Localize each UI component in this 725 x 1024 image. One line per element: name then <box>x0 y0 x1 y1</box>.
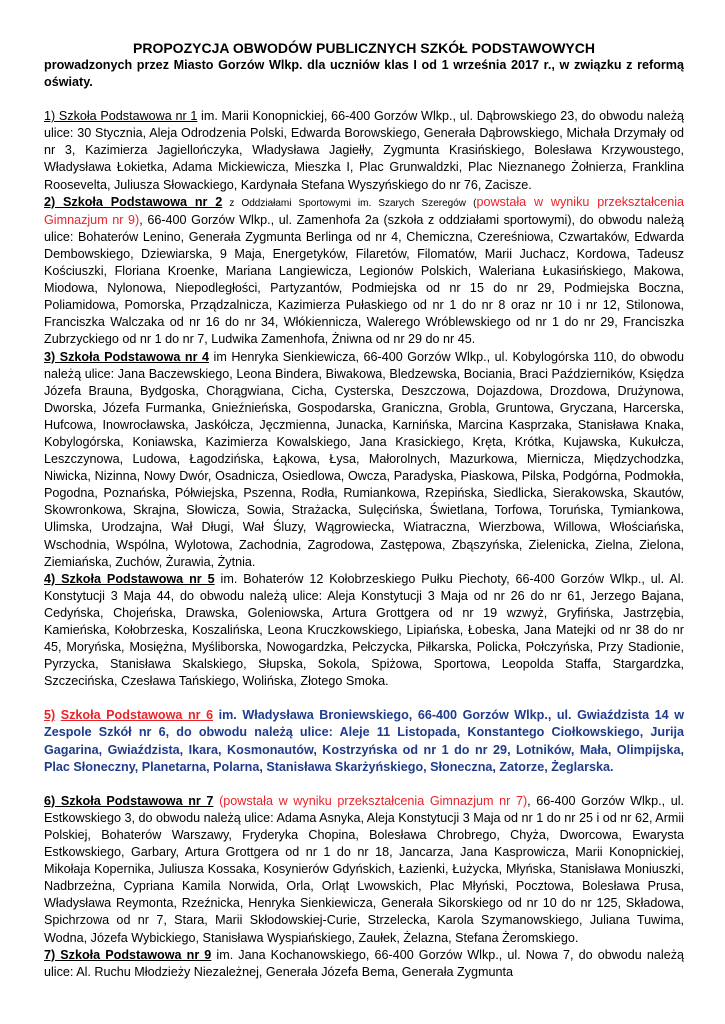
spacer <box>44 776 684 793</box>
school-2-paragraph <box>44 194 684 349</box>
school-2-patron: z Oddziałami Sportowymi im. Szarych Szeregów ( <box>222 197 477 209</box>
document-page <box>44 40 684 981</box>
school-7-text: im. Jana Kochanowskiego, 66-400 Gorzów Wlkp., ul. Nowa 7, do obwodu należą ulice: Al. Ruchu Młodzieży Niezależnej, Generała Józefa Bema, Generała Zygmunta <box>44 947 685 979</box>
school-1-heading: 1) Szkoła Podstawowa nr 1 <box>44 109 198 124</box>
school-2-text: , 66-400 Gorzów Wlkp., ul. Zamenhofa 2a (szkoła z oddziałami sportowymi), do obwodu należą ulice: Bohaterów Lenino, Generała Zygmunta Berlinga od nr 4, Chemiczna, Czereśniowa, Czwartaków, Edwarda Dembowskiego, Dziewiarska, 9 Maja, Energetyków, Filaretów, Filomatów, Marii Juchacz, Kordowa, Tadeusz Kościuszki, Floriana Kroenke, Mariana Langiewicza, Legionów Polskich, Waleriana Łukasińskiego, Makowa, Miodowa, Nylonowa, Niepodległości, Partyzantów, Podmiejska od nr 15 do nr 29, Podmiejska Boczna, Poliamidowa, Pomorska, Prządzalnicza, Kazimierza Pułaskiego od nr 1 do nr 8 oraz nr 10 i nr 12, Stilonowa, Franciszka Walczaka od nr 16 do nr 34, Włókiennicza, Walerego Wróblewskiego od nr 1 do nr 29, Franciszka Zubrzyckiego od nr 1 do nr 7, Ludwika Zamenhofa, Żniwna od nr 29 do nr 45. <box>44 212 685 347</box>
school-6-note: (powstała w wyniku przekształcenia Gimnazjum nr 7) <box>213 793 528 808</box>
document-title: PROPOZYCJA OBWODÓW PUBLICZNYCH SZKÓŁ PODSTAWOWYCH <box>133 40 595 56</box>
school-6-heading: 6) Szkoła Podstawowa nr 7 <box>44 793 214 808</box>
school-2-note: powstała w wyniku przekształcenia Gimnazjum nr 9) <box>44 194 684 227</box>
school-3-text: im Henryka Sienkiewicza, 66-400 Gorzów Wlkp., ul. Kobylogórska 110, do obwodu należą ulice: Jana Baczewskiego, Leona Bindera, Biwakowa, Bledzewska, Bociania, Braci Październików, Księdza Józefa Brauna, Bydgoska, Chorągwiana, Cicha, Cysterska, Deszczowa, Dojazdowa, Drozdowa, Drużynowa, Dworska, Józefa Furmanka, Gnieźnieńska, Gospodarska, Graniczna, Grobla, Gruntowa, Gryczana, Harcerska, Hufcowa, Inowrocławska, Jaskółcza, Jęczmienna, Junacka, Karnińska, Marcina Kasprzaka, Stanisława Knaka, Kobylogórska, Koniawska, Kazimierza Kowalskiego, Jana Krasickiego, Kręta, Krótka, Kujawska, Kukułcza, Leszczynowa, Ludowa, Łagodzińska, Łąkowa, Łysa, Małorolnych, Mazurkowa, Miernicza, Międzychodzka, Niwicka, Nizinna, Nowy Dwór, Osadnicza, Osiedlowa, Owcza, Paradyska, Piaskowa, Pilska, Podgórna, Podmokła, Pogodna, Poznańska, Półwiejska, Pszenna, Rodła, Rumiankowa, Rzepińska, Siedlicka, Sierakowska, Skautów, Skowronkowa, Skrajna, Słowicza, Sowia, Strażacka, Sulęcińska, Świetlana, Torfowa, Toruńska, Tymiankowa, Ulimska, Urodzajna, Wał Długi, Wał Śluzy, Wągrowiecka, Wiatraczna, Wierzbowa, Willowa, Włościańska, Wschodnia, Wspólna, Wylotowa, Zachodnia, Zagrodowa, Zastępowa, Zbąszyńska, Zielenicka, Zielna, Zielona, Ziemiańska, Zuchów, Żurawia, Żytnia. <box>44 349 685 569</box>
school-4-paragraph <box>44 571 684 691</box>
school-1-paragraph <box>44 108 684 193</box>
school-4-heading: 4) Szkoła Podstawowa nr 5 <box>44 571 215 586</box>
school-1-text: im. Marii Konopnickiej, 66-400 Gorzów Wlkp., ul. Dąbrowskiego 23, do obwodu należą ulice: 30 Stycznia, Aleja Odrodzenia Polski, Edwarda Borowskiego, Generała Dąbrowskiego, Michała Drzymały od nr 3, Kazimierza Jagiellończyka, Władysława Jagiełły, Zygmunta Krasińskiego, Bolesława Krzywoustego, Władysława Łokietka, Adama Mickiewicza, Mieszka I, Plac Grunwaldzki, Plac Nieznanego Żołnierza, Franklina Roosevelta, Juliusza Słowackiego, Kardynała Stefana Wyszyńskiego do nr 76, Zacisze. <box>44 109 684 192</box>
school-7-heading: 7) Szkoła Podstawowa nr 9 <box>44 947 212 962</box>
school-5-paragraph <box>44 707 684 775</box>
school-6-text: , 66-400 Gorzów Wlkp., ul. Estkowskiego 3, do obwodu należą ulice: Adama Asnyka, Aleja Konstytucji 3 Maja od nr 1 do nr 25 i od nr 62, Armii Polskiej, Bohaterów Warszawy, Fryderyka Chopina, Bolesława Chrobrego, Chyża, Dworcowa, Ewarysta Estkowskiego, Garbary, Artura Grottgera od nr 1 do nr 18, Jancarza, Jana Kasprowicza, Marii Konopnickiej, Mikołaja Kopernika, Juliusza Kossaka, Kosynierów Gdyńskich, Łazienki, Łużycka, Młyńska, Stanisława Moniuszki, Nadbrzeżna, Cypriana Kamila Norwida, Orla, Orląt Lwowskich, Plac Młyński, Pocztowa, Bolesława Prusa, Władysława Reymonta, Rzeźnicka, Henryka Sienkiewicza, Generała Sikorskiego od nr 10 do nr 125, Składowa, Spichrzowa od nr 7, Stara, Marii Skłodowskiej-Curie, Strzelecka, Karola Szymanowskiego, Juliana Tuwima, Wodna, Józefa Wybickiego, Stanisława Wyspiańskiego, Zaułek, Żelazna, Stefana Żeromskiego. <box>44 793 684 945</box>
school-3-heading: 3) Szkoła Podstawowa nr 4 <box>44 349 210 364</box>
spacer <box>44 690 684 707</box>
school-5-heading: Szkoła Podstawowa nr 6 <box>60 708 214 723</box>
school-7-paragraph <box>44 947 684 981</box>
school-3-paragraph <box>44 349 684 571</box>
spacer <box>44 91 684 108</box>
school-2-heading: 2) Szkoła Podstawowa nr 2 <box>44 194 223 209</box>
school-5-number: 5) <box>44 708 56 723</box>
document-subtitle: prowadzonych przez Miasto Gorzów Wlkp. dla uczniów klas I od 1 września 2017 r., w związku z reformą oświaty. <box>44 58 684 90</box>
school-4-text: im. Bohaterów 12 Kołobrzeskiego Pułku Piechoty, 66-400 Gorzów Wlkp., ul. Al. Konstytucji 3 Maja 44, do obwodu należą ulice: Aleja Konstytucji 3 Maja od nr 26 do nr 61, Jerzego Bajana, Cedyńska, Chojeńska, Drawska, Goleniowska, Artura Grottgera od nr 19 wzwyż, Gryfińska, Jastrzębia, Kamieńska, Kołobrzeska, Koszalińska, Leona Kruczkowskiego, Lipiańska, Łobeska, Jana Matejki od nr 38 do nr 45, Moryńska, Mosiężna, Myśliborska, Nowogardzka, Pełczycka, Piłkarska, Policka, Połczyńska, Przy Stadionie, Pyrzycka, Stanisława Skalskiego, Słupska, Sokola, Spiżowa, Sportowa, Leopolda Staffa, Stargardzka, Szczecińska, Czesława Tańskiego, Wolińska, Złotego Smoka. <box>44 571 685 689</box>
school-6-paragraph <box>44 793 684 947</box>
school-5-text: im. Władysława Broniewskiego, 66-400 Gorzów Wlkp., ul. Gwiaździsta 14 w Zespole Szkół nr 6, do obwodu należą ulice: Aleje 11 Listopada, Konstantego Ciołkowskiego, Jurija Gagarina, Gwiaździsta, Ikara, Kosmonautów, Kostrzyńska od nr 1 do nr 29, Lotników, Mała, Olimpijska, Plac Słoneczny, Planetarna, Polarna, Stanisława Skarżyńskiego, Słoneczna, Zatorze, Żeglarska. <box>44 708 685 774</box>
